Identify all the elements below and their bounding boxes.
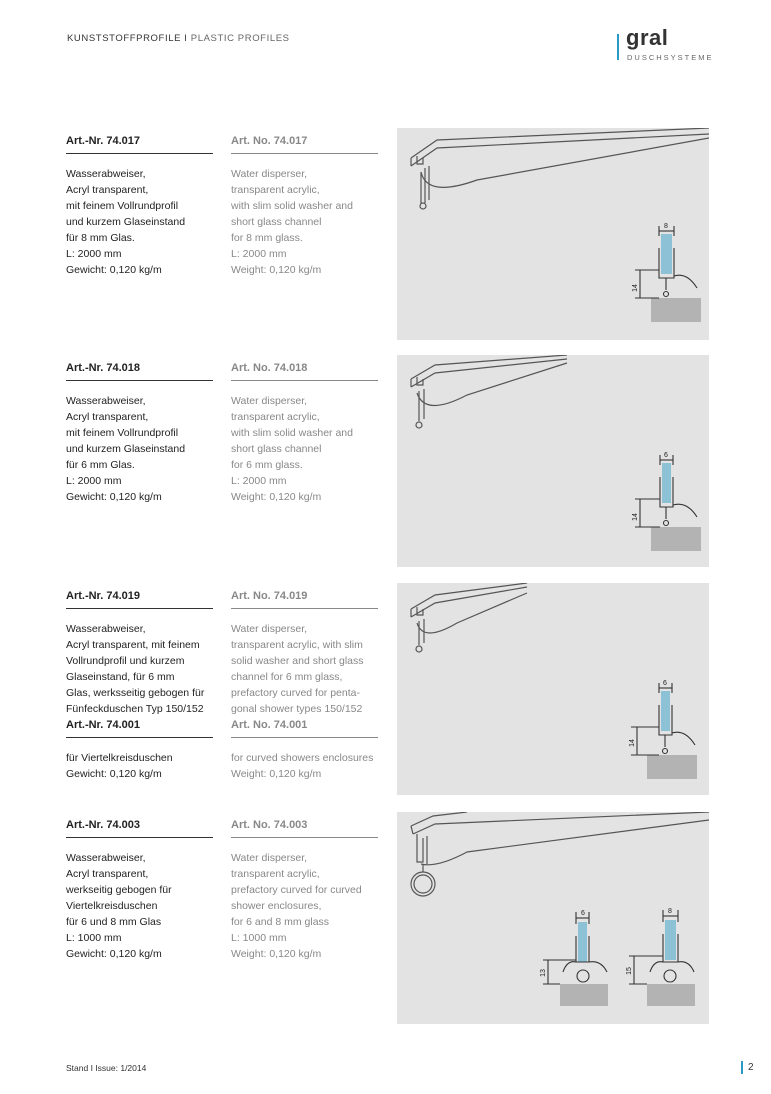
logo-subtitle: DUSCHSYSTEME <box>627 53 714 62</box>
desc-line: L: 2000 mm <box>66 475 122 487</box>
page-number-accent <box>741 1061 743 1074</box>
header-separator: I <box>184 33 188 44</box>
dim-width-label: 8 <box>664 223 668 230</box>
desc-line: channel for 6 mm glass, <box>231 671 343 683</box>
desc-line: Water disperser, <box>231 168 308 180</box>
desc-line: mit feinem Vollrundprofil <box>66 200 179 212</box>
dim-width-label: 6 <box>664 452 668 459</box>
desc-line: und kurzem Glaseinstand <box>66 443 186 455</box>
article-number-de: Art.-Nr. 74.018 <box>66 362 213 381</box>
desc-line: prefactory curved for curved <box>231 884 362 896</box>
desc-line: transparent acrylic, <box>231 184 320 196</box>
german-column <box>66 819 214 962</box>
logo-name: gral <box>626 25 669 50</box>
desc-line: Water disperser, <box>231 852 308 864</box>
article-number-en: Art. No. 74.017 <box>231 135 378 154</box>
desc-line: gonal shower types 150/152 <box>231 703 363 715</box>
german-column <box>66 362 214 505</box>
desc-line: Glaseinstand, für 6 mm <box>66 671 175 683</box>
desc-line: Water disperser, <box>231 623 308 635</box>
floor-block <box>560 984 608 1006</box>
article-number-de-secondary: Art.-Nr. 74.001 <box>66 719 213 738</box>
article-number-de: Art.-Nr. 74.017 <box>66 135 213 154</box>
desc-line: L: 2000 mm <box>231 248 287 260</box>
desc-line: short glass channel <box>231 216 322 228</box>
product-illustration <box>397 583 709 795</box>
description-de-secondary <box>66 750 214 782</box>
desc-line: Acryl transparent, <box>66 411 149 423</box>
brand-logo <box>617 24 737 64</box>
page-number: 2 <box>748 1062 754 1073</box>
desc-line: mit feinem Vollrundprofil <box>66 427 179 439</box>
desc-line: Gewicht: 0,120 kg/m <box>66 491 162 503</box>
desc-line: Weight: 0,120 kg/m <box>231 948 322 960</box>
page-header <box>67 33 290 44</box>
desc-line: L: 2000 mm <box>231 475 287 487</box>
english-column <box>231 362 379 505</box>
dim-width-label: 8 <box>668 908 672 915</box>
desc-line: Acryl transparent, <box>66 868 149 880</box>
dim-width-label: 6 <box>581 910 585 917</box>
desc-line: Wasserabweiser, <box>66 852 146 864</box>
desc-line: für 6 und 8 mm Glas <box>66 916 162 928</box>
description-de <box>66 621 214 717</box>
desc-line: L: 1000 mm <box>66 932 122 944</box>
glass-pane <box>665 920 676 960</box>
floor-block <box>651 298 701 322</box>
desc-line: für Viertelkreisduschen <box>66 752 173 764</box>
desc-line: L: 1000 mm <box>231 932 287 944</box>
desc-line: for curved showers enclosures <box>231 752 374 764</box>
desc-line: shower enclosures, <box>231 900 322 912</box>
desc-line: Acryl transparent, mit feinem <box>66 639 200 651</box>
floor-block <box>647 755 697 779</box>
profile-drawing <box>397 128 709 340</box>
issue-note: Stand I Issue: 1/2014 <box>66 1063 147 1073</box>
english-column <box>231 590 379 782</box>
desc-line: Weight: 0,120 kg/m <box>231 264 322 276</box>
desc-line: für 8 mm Glas. <box>66 232 135 244</box>
desc-line: Fünfeckduschen Typ 150/152 <box>66 703 204 715</box>
desc-line: short glass channel <box>231 443 322 455</box>
desc-line: Gewicht: 0,120 kg/m <box>66 768 162 780</box>
desc-line: solid washer and short glass <box>231 655 364 667</box>
description-en <box>231 621 379 717</box>
profile-drawing <box>397 812 709 1024</box>
desc-line: Weight: 0,120 kg/m <box>231 768 322 780</box>
german-column <box>66 135 214 278</box>
article-number-en-secondary: Art. No. 74.001 <box>231 719 378 738</box>
desc-line: L: 2000 mm <box>66 248 122 260</box>
desc-line: für 6 mm Glas. <box>66 459 135 471</box>
profile-drawing <box>397 583 709 795</box>
description-de <box>66 166 214 278</box>
article-number-en: Art. No. 74.018 <box>231 362 378 381</box>
description-de <box>66 850 214 962</box>
dim-height-label: 14 <box>632 513 639 521</box>
desc-line: Wasserabweiser, <box>66 168 146 180</box>
desc-line: Wasserabweiser, <box>66 395 146 407</box>
glass-pane <box>578 922 587 962</box>
header-en: PLASTIC PROFILES <box>190 33 290 44</box>
description-de <box>66 393 214 505</box>
english-column <box>231 819 379 962</box>
desc-line: Wasserabweiser, <box>66 623 146 635</box>
german-column <box>66 590 214 782</box>
article-number-de: Art.-Nr. 74.003 <box>66 819 213 838</box>
desc-line: with slim solid washer and <box>231 200 353 212</box>
glass-pane <box>661 234 672 274</box>
desc-line: Water disperser, <box>231 395 308 407</box>
article-number-en: Art. No. 74.003 <box>231 819 378 838</box>
desc-line: Vollrundprofil und kurzem <box>66 655 185 667</box>
glass-pane <box>661 691 670 731</box>
dim-height-label: 13 <box>540 969 547 977</box>
desc-line: for 6 and 8 mm glass <box>231 916 330 928</box>
desc-line: Viertelkreisduschen <box>66 900 158 912</box>
floor-block <box>647 984 695 1006</box>
desc-line: Acryl transparent, <box>66 184 149 196</box>
description-en <box>231 393 379 505</box>
desc-line: for 8 mm glass. <box>231 232 303 244</box>
desc-line: Weight: 0,120 kg/m <box>231 491 322 503</box>
desc-line: und kurzem Glaseinstand <box>66 216 186 228</box>
english-column <box>231 135 379 278</box>
description-en <box>231 850 379 962</box>
product-illustration <box>397 812 709 1024</box>
description-en-secondary <box>231 750 379 782</box>
desc-line: Glas, werksseitig gebogen für <box>66 687 205 699</box>
desc-line: Gewicht: 0,120 kg/m <box>66 264 162 276</box>
product-illustration <box>397 355 709 567</box>
header-de: KUNSTSTOFFPROFILE <box>67 33 182 44</box>
desc-line: werkseitig gebogen für <box>66 884 172 896</box>
dim-height-label: 14 <box>629 739 636 747</box>
glass-pane <box>662 463 671 503</box>
desc-line: prefactory curved for penta- <box>231 687 360 699</box>
dim-height-label: 15 <box>626 967 633 975</box>
desc-line: for 6 mm glass. <box>231 459 303 471</box>
desc-line: transparent acrylic, <box>231 411 320 423</box>
article-number-de: Art.-Nr. 74.019 <box>66 590 213 609</box>
desc-line: Gewicht: 0,120 kg/m <box>66 948 162 960</box>
floor-block <box>651 527 701 551</box>
desc-line: transparent acrylic, with slim <box>231 639 363 651</box>
dim-height-label: 14 <box>632 284 639 292</box>
desc-line: transparent acrylic, <box>231 868 320 880</box>
dim-width-label: 6 <box>663 680 667 687</box>
description-en <box>231 166 379 278</box>
desc-line: with slim solid washer and <box>231 427 353 439</box>
product-illustration <box>397 128 709 340</box>
logo-accent-bar <box>617 34 619 60</box>
profile-drawing <box>397 355 709 567</box>
article-number-en: Art. No. 74.019 <box>231 590 378 609</box>
